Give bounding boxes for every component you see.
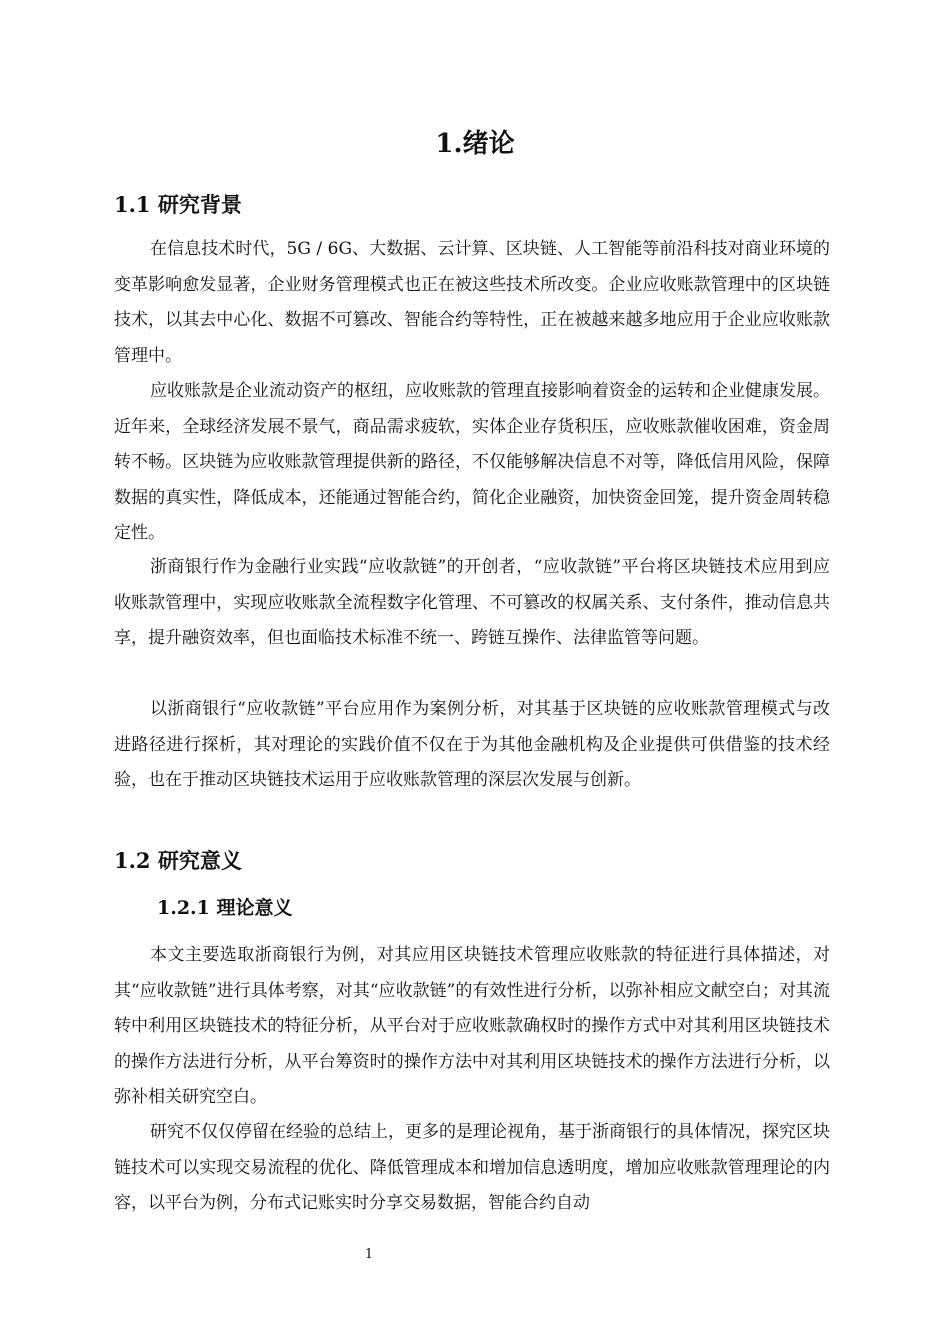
paragraph-background-4: 以浙商银行“应收款链”平台应用作为案例分析，对其基于区块链的应收账款管理模式与改进路径进行探析，其对理论的实践价值不仅在于为其他金融机构及企业提供可供借鉴的技术经验，也在于推动区块链技术运用于应收账款管理的深层次发展与创新。 (114, 699, 830, 790)
section-heading-1-2: 1.2 研究意义 (114, 848, 242, 873)
paragraph-background-2: 应收账款是企业流动资产的枢纽，应收账款的管理直接影响着资金的运转和企业健康发展。近年来，全球经济发展不景气，商品需求疲软，实体企业存货积压，应收账款催收困难，资金周转不畅。区块链为应收账款管理提供新的路径，不仅能够解决信息不对等，降低信用风险，保障数据的真实性，降低成本，还能通过智能合约，简化企业融资，加快资金回笼，提升资金周转稳定性。 (114, 381, 830, 543)
paragraph-background-3: 浙商银行作为金融行业实践“应收款链”的开创者，“应收款链”平台将区块链技术应用到应收账款管理中，实现应收账款全流程数字化管理、不可篡改的权属关系、支付条件，推动信息共享，提升融资效率，但也面临技术标准不统一、跨链互操作、法律监管等问题。 (114, 557, 830, 648)
chapter-title: 1.绪论 (435, 129, 515, 159)
paragraph-theory-1: 本文主要选取浙商银行为例，对其应用区块链技术管理应收账款的特征进行具体描述，对其“应收款链”进行具体考察，对其“应收款链”的有效性进行分析，以弥补相应文献空白；对其流转中利用区块链技术的特征分析，从平台对于应收账款确权时的操作方式中对其利用区块链技术的操作方法进行分析，从平台筹资时的操作方法中对其利用区块链技术的操作方法进行分析，以弥补相关研究空白。 (114, 945, 830, 1107)
paragraph-background-1: 在信息技术时代，5G / 6G、大数据、云计算、区块链、人工智能等前沿科技对商业环境的变革影响愈发显著，企业财务管理模式也正在被这些技术所改变。企业应收账款管理中的区块链技术，以其去中心化、数据不可篡改、智能合约等特性，正在被越来越多地应用于企业应收账款管理中。 (114, 239, 830, 366)
paragraph-theory-2: 研究不仅仅停留在经验的总结上，更多的是理论视角，基于浙商银行的具体情况，探究区块链技术可以实现交易流程的优化、降低管理成本和增加信息透明度，增加应收账款管理理论的内容，以平台为例，分布式记账实时分享交易数据，智能合约自动 (114, 1122, 830, 1213)
page-number: 1 (364, 1247, 374, 1262)
section-heading-1-1: 1.1 研究背景 (114, 192, 242, 217)
subsection-heading-1-2-1: 1.2.1 理论意义 (157, 897, 293, 919)
